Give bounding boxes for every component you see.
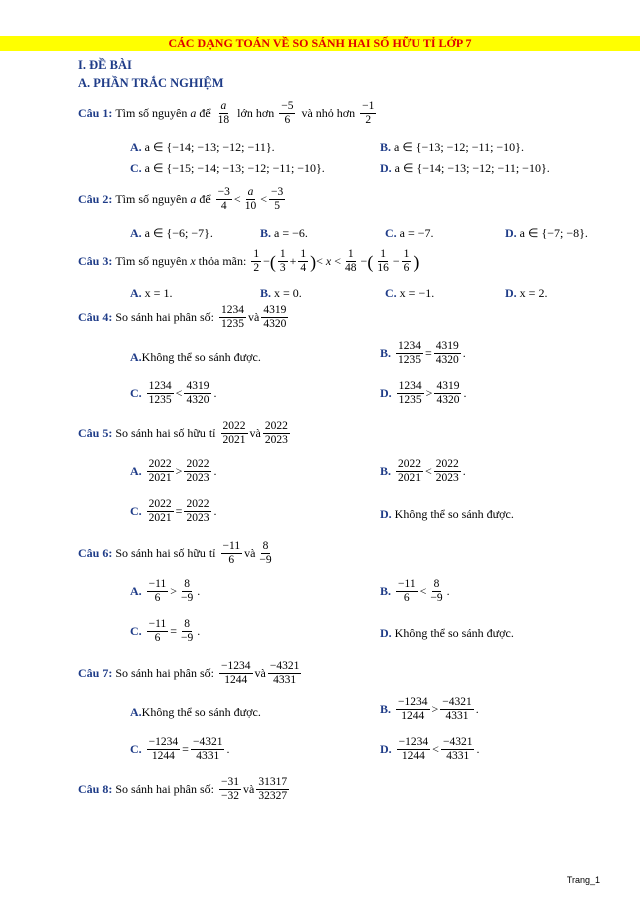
q2-option-b[interactable]: B. a = −6. bbox=[260, 226, 308, 240]
q5-option-b[interactable]: B. $\frac{2022}{2021}$ < $\frac{2022}{2023}$ . bbox=[380, 458, 466, 484]
question-7: Câu 7: So sánh hai phân số: $\frac{-1234}{1244}$ và $\frac{-4321}{4331}$ bbox=[78, 660, 300, 686]
q6-option-b[interactable]: B. $\frac{-11}{6}$ < $\frac{8}{-9}$ . bbox=[380, 578, 450, 604]
q6-option-a[interactable]: A. $\frac{-11}{6}$ > $\frac{8}{-9}$ . bbox=[130, 578, 201, 604]
q4-option-a[interactable]: A.Không thể so sánh được. bbox=[130, 350, 261, 364]
q7-option-d[interactable]: D. $\frac{-1234}{1244}$ < $\frac{-4321}{4331}$ . bbox=[380, 736, 480, 762]
question-1: Câu 1: Tìm số nguyên a để $\frac{a}{18}$ lớn hơn $\frac{-5}{6}$ và nhỏ hơn $\frac{-1}{2}$ bbox=[78, 100, 375, 126]
q3-option-a[interactable]: A. x = 1. bbox=[130, 286, 173, 300]
question-4: Câu 4: So sánh hai phân số: $\frac{1234}{1235}$ và $\frac{4319}{4320}$ bbox=[78, 304, 287, 330]
q3-option-b[interactable]: B. x = 0. bbox=[260, 286, 302, 300]
q6-option-d[interactable]: D. Không thể so sánh được. bbox=[380, 626, 514, 640]
q1-option-b[interactable]: B. a ∈ {−13; −12; −11; −10}. bbox=[380, 140, 524, 154]
q5-option-a[interactable]: A. $\frac{2022}{2021}$ > $\frac{2022}{2023}$ . bbox=[130, 458, 217, 484]
document-title: CÁC DẠNG TOÁN VỀ SO SÁNH HAI SỐ HỮU TỈ LỚP 7 bbox=[0, 36, 640, 51]
q4-option-c[interactable]: C. $\frac{1234}{1235}$ < $\frac{4319}{4320}$ . bbox=[130, 380, 217, 406]
page-number: Trang_1 bbox=[566, 875, 600, 885]
q7-option-b[interactable]: B. $\frac{-1234}{1244}$ > $\frac{-4321}{4331}$ . bbox=[380, 696, 479, 722]
section-heading: I. ĐỀ BÀI bbox=[78, 58, 132, 72]
q2-option-d[interactable]: D. a ∈ {−7; −8}. bbox=[505, 226, 588, 240]
question-8: Câu 8: So sánh hai phân số: $\frac{-31}{-32}$ và $\frac{31317}{32327}$ bbox=[78, 776, 288, 802]
q2-option-c[interactable]: C. a = −7. bbox=[385, 226, 434, 240]
q1-option-a[interactable]: A. a ∈ {−14; −13; −12; −11}. bbox=[130, 140, 275, 154]
q1-option-c[interactable]: C. a ∈ {−15; −14; −13; −12; −11; −10}. bbox=[130, 161, 325, 175]
q4-option-d[interactable]: D. $\frac{1234}{1235}$ > $\frac{4319}{4320}$ . bbox=[380, 380, 467, 406]
q6-option-c[interactable]: C. $\frac{-11}{6}$ = $\frac{8}{-9}$ . bbox=[130, 618, 201, 644]
question-5: Câu 5: So sánh hai số hữu tỉ $\frac{2022}{2021}$ và $\frac{2022}{2023}$ bbox=[78, 420, 288, 446]
q7-option-c[interactable]: C. $\frac{-1234}{1244}$ = $\frac{-4321}{4331}$ . bbox=[130, 736, 230, 762]
q3-option-c[interactable]: C. x = −1. bbox=[385, 286, 435, 300]
subsection-heading: A. PHẦN TRẮC NGHIỆM bbox=[78, 76, 224, 90]
q2-option-a[interactable]: A. a ∈ {−6; −7}. bbox=[130, 226, 213, 240]
q7-option-a[interactable]: A.Không thể so sánh được. bbox=[130, 705, 261, 719]
question-6: Câu 6: So sánh hai số hữu tỉ $\frac{-11}{6}$ và $\frac{8}{-9}$ bbox=[78, 540, 272, 566]
question-3: Câu 3: Tìm số nguyên x thỏa mãn: $\frac{1}{2}$ − ( $\frac{1}{3}$ + $\frac{1}{4}$ ) < x < $\frac{1}{48}$ − ( $\frac{1}{16}$ − $\frac{1}{6}$ ) bbox=[78, 248, 420, 274]
q5-option-c[interactable]: C. $\frac{2022}{2021}$ = $\frac{2022}{2023}$ . bbox=[130, 498, 217, 524]
q5-option-d[interactable]: D. Không thể so sánh được. bbox=[380, 507, 514, 521]
question-2: Câu 2: Tìm số nguyên a để $\frac{-3}{4}$ < $\frac{a}{10}$ < $\frac{-3}{5}$ bbox=[78, 186, 284, 212]
q1-option-d[interactable]: D. a ∈ {−14; −13; −12; −11; −10}. bbox=[380, 161, 550, 175]
q3-option-d[interactable]: D. x = 2. bbox=[505, 286, 548, 300]
q4-option-b[interactable]: B. $\frac{1234}{1235}$ = $\frac{4319}{4320}$ . bbox=[380, 340, 466, 366]
